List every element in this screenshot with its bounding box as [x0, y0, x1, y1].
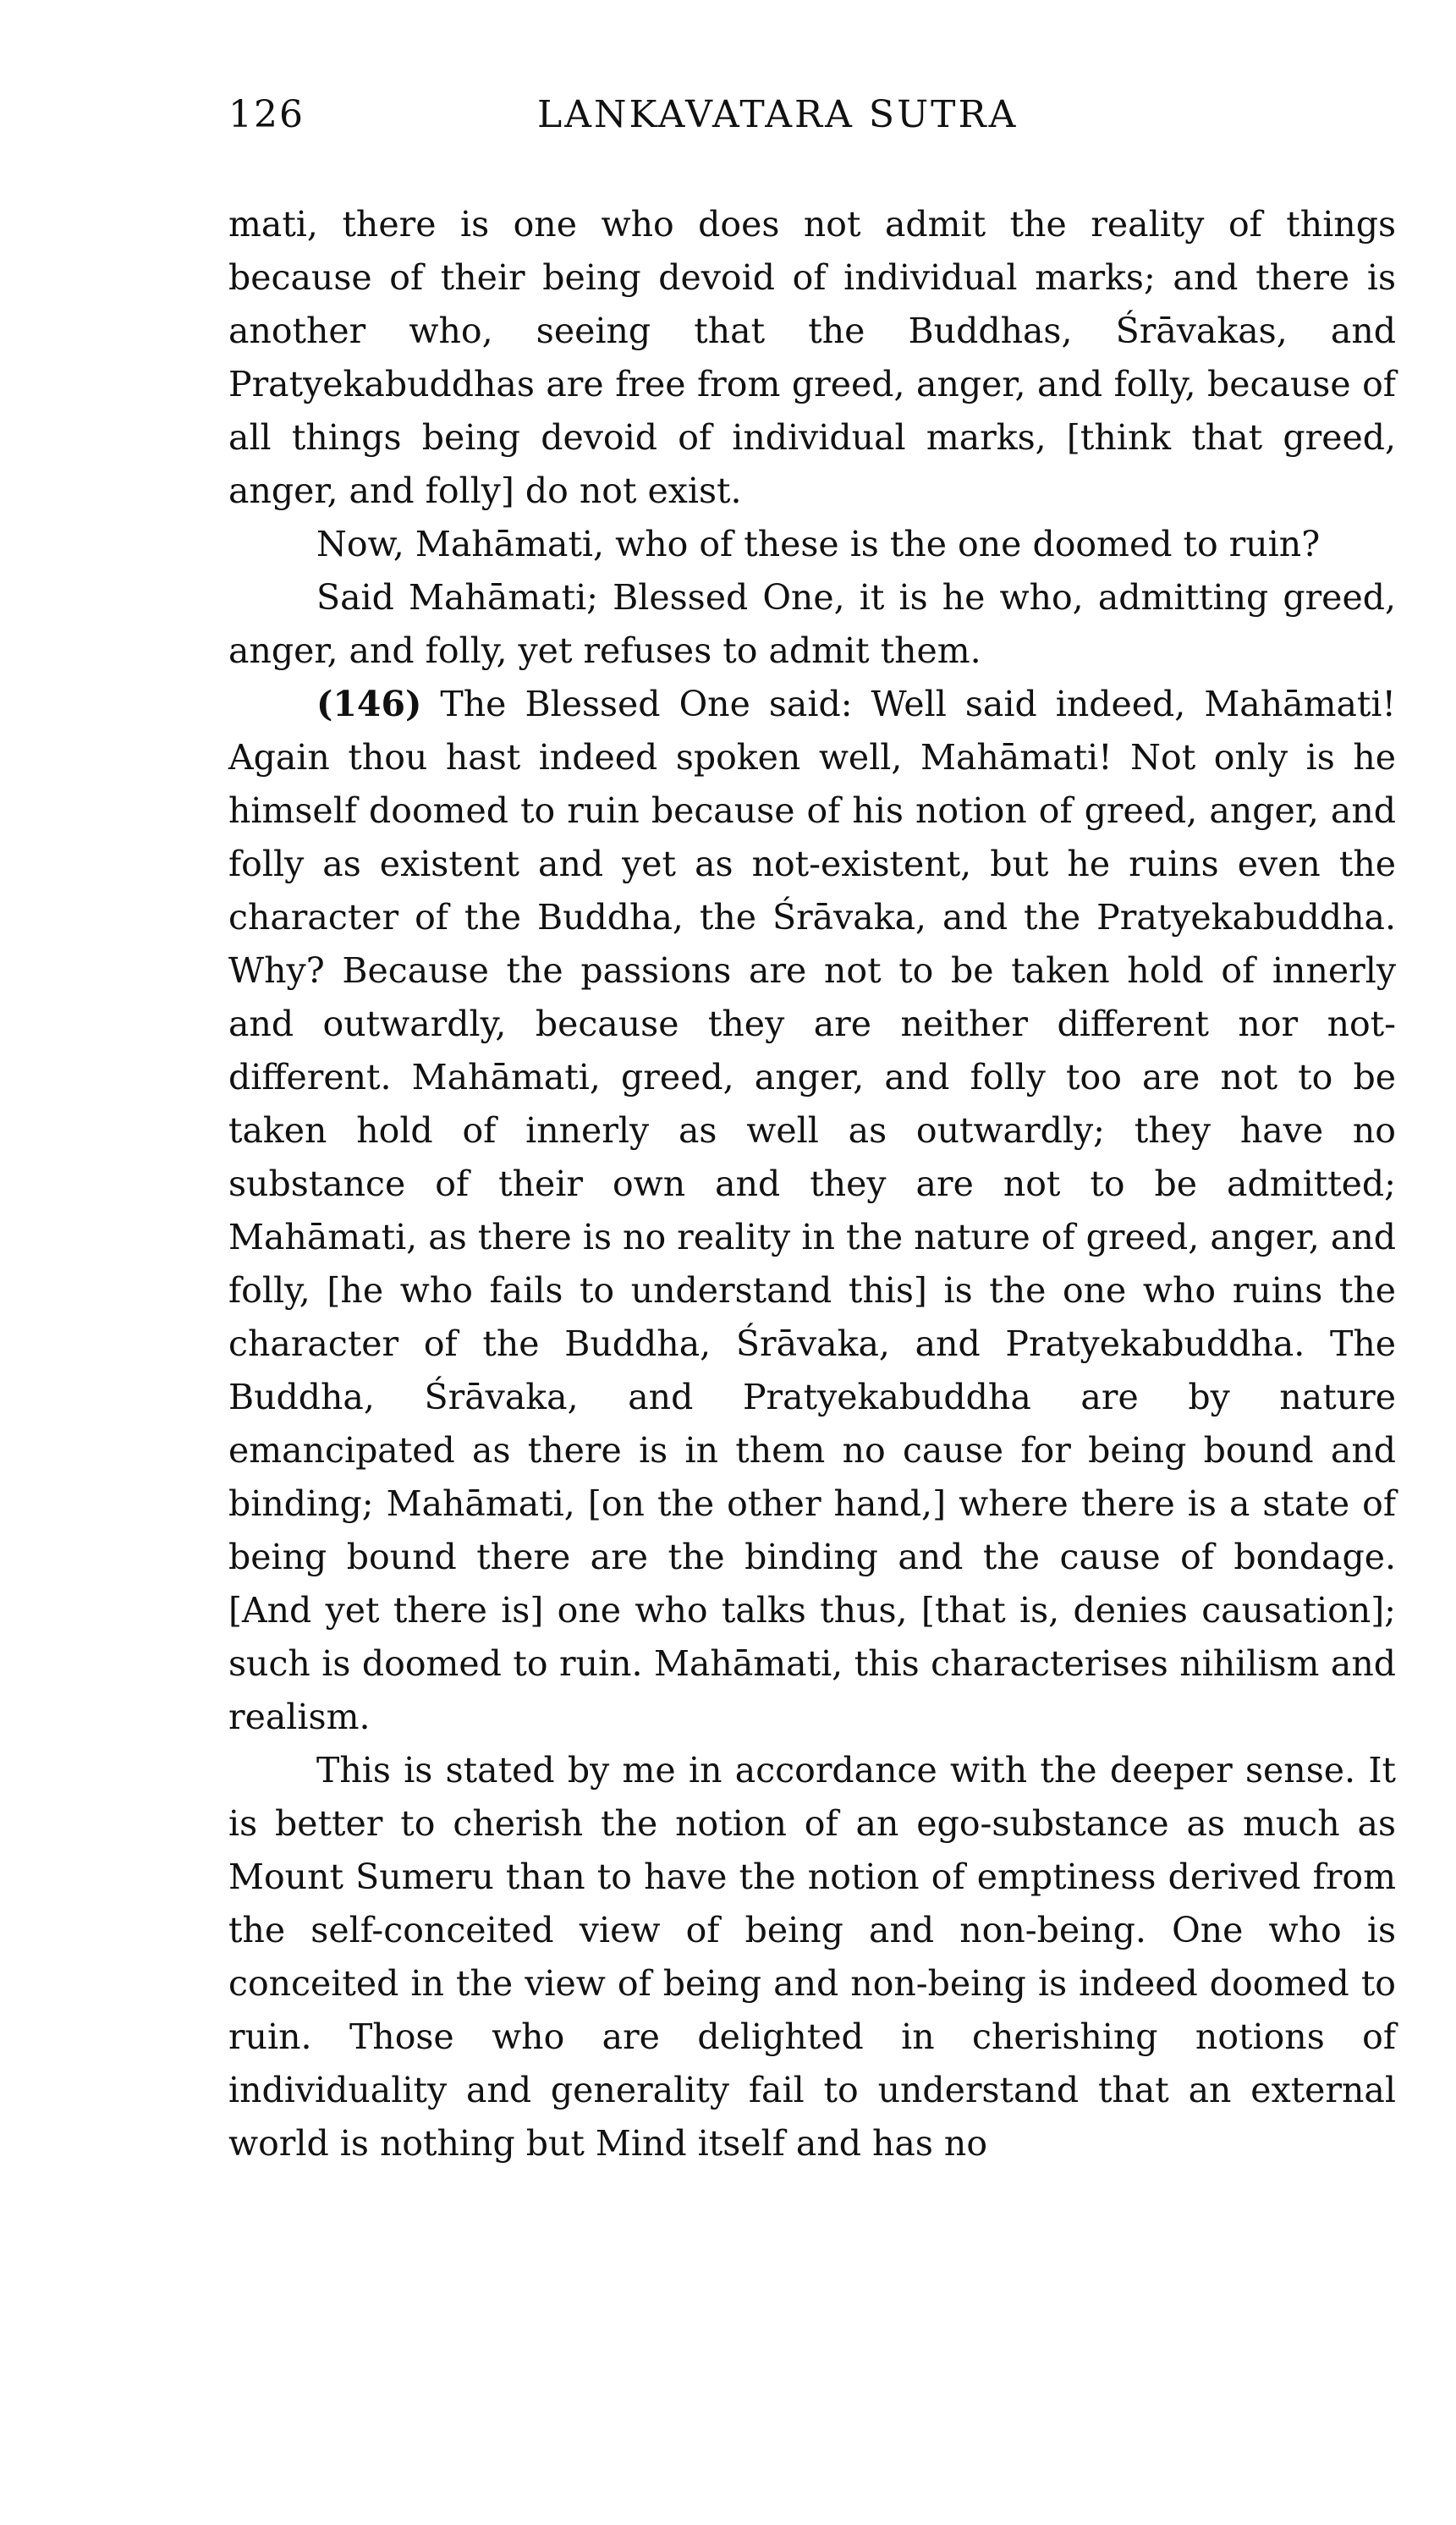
paragraph-blessed-one-reply: [228, 678, 1396, 1744]
book-page: [228, 93, 1396, 2170]
section-marker: (146): [316, 684, 422, 724]
running-head: LANKAVATARA SUTRA: [537, 93, 1019, 136]
paragraph-text: The Blessed One said: Well said indeed, Mahāmati! Again thou hast indeed spoken well, Mahāmati! Not only is he himself doomed to ruin because of his notion of greed, anger, and folly as existent and yet as not-existent, but he ruins even the character of the Buddha, the Śrāvaka, and the Pratyekabuddha. Why? Because the passions are not to be taken hold of innerly and outwardly, because they are neither different nor not-different. Mahāmati, greed, anger, and folly too are not to be taken hold of innerly as well as outwardly; they have no substance of their own and they are not to be admitted; Mahāmati, as there is no reality in the nature of greed, anger, and folly, [he who fails to understand this] is the one who ruins the character of the Buddha, Śrāvaka, and Pratyekabuddha. The Buddha, Śrāvaka, and Pratyekabuddha are by nature emancipated as there is in them no cause for being bound and binding; Mahāmati, [on the other hand,] where there is a state of being bound there are the binding and the cause of bondage. [And yet there is] one who talks thus, [that is, denies causation]; such is doomed to ruin. Mahāmati, this characterises nihilism and realism.: [228, 684, 1396, 1737]
paragraph-continuation: mati, there is one who does not admit the reality of things because of their being devoid of individual marks; and there is another who, seeing that the Buddhas, Śrāvakas, and Pratyekabuddhas are free from greed, anger, and folly, because of all things being devoid of individual marks, [think that greed, anger, and folly] do not exist.: [228, 204, 1396, 511]
page-number: 126: [228, 93, 305, 136]
body-text: [228, 198, 1396, 2170]
page-header: [228, 93, 1396, 161]
paragraph-deeper-sense: This is stated by me in accordance with the deeper sense. It is better to cherish the notion of an ego-substance as much as Mount Sumeru than to have the notion of emptiness derived from the self-conceited view of being and non-being. One who is conceited in the view of being and non-being is indeed doomed to ruin. Those who are delighted in cherishing notions of individuality and generality fail to understand that an external world is nothing but Mind itself and has no: [228, 1750, 1396, 2164]
paragraph-question: Now, Mahāmati, who of these is the one doomed to ruin?: [316, 524, 1321, 564]
paragraph-mahamati-reply: Said Mahāmati; Blessed One, it is he who, admitting greed, anger, and folly, yet refuses to admit them.: [228, 577, 1396, 671]
